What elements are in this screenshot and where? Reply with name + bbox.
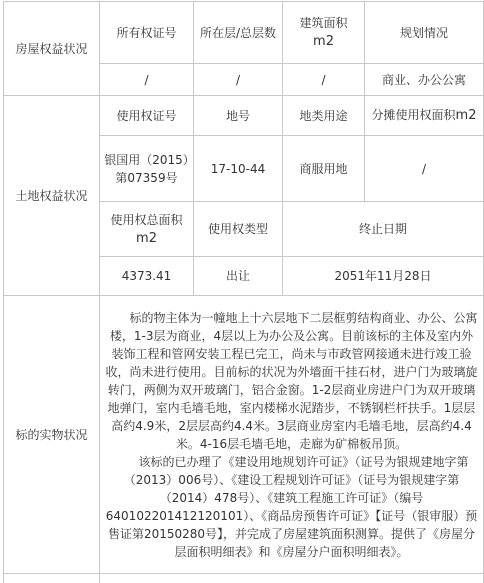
house-planning-header: 规划情况 (365, 2, 484, 64)
land-end-date-header: 终止日期 (283, 202, 484, 257)
house-cert-no-header: 所有权证号 (100, 2, 194, 64)
land-shared-area-header-text: 分摊使用权面积 (371, 108, 456, 122)
house-floor-value: / (194, 64, 283, 96)
land-use-type-header: 使用权类型 (194, 202, 283, 257)
land-shared-area-unit: m2 (455, 108, 477, 123)
land-header-row (4, 96, 484, 136)
physical-paragraph-2: 该标的已办理了《建设用地规划许可证》（证号为银规建地字第（2013）006号）、《建设工程规划许可证》（证号为银规建字第（2014）478号）、《建筑工程施工许可证》（编号640102201412120101）、《商品房预售许可证》【证号（银审服）预售证第20150280号】，并完成了房屋建筑面积测算。提供了《房屋分层面积明细表》和《房屋分户面积明细表》。 (105, 454, 478, 559)
land-shared-area-value: / (365, 136, 484, 202)
house-rights-section-label (4, 2, 100, 96)
trailing-cell-left (4, 574, 100, 583)
land-total-area-header-text: 使用权总面积 (110, 212, 183, 227)
physical-label-text: 标的实物状况 (15, 427, 88, 442)
trailing-cell-right (100, 574, 484, 583)
land-rights-section-label (4, 96, 100, 296)
land-use-cert-header: 使用权证号 (100, 96, 194, 136)
land-end-date-value: 2051年11月28日 (283, 257, 484, 296)
land-use-cert-value: 银国用（2015）第07359号 (100, 136, 194, 202)
house-area-value: / (283, 64, 365, 96)
house-cert-no-value: / (100, 64, 194, 96)
land-rights-label-text: 土地权益状况 (15, 188, 88, 203)
land-lot-header: 地号 (194, 96, 283, 136)
house-floor-header: 所在层/总层数 (194, 2, 283, 64)
land-use-type-value: 出让 (194, 257, 283, 296)
land-total-area-header (100, 202, 194, 257)
physical-paragraph-1: 标的物主体为一幢地上十六层地下二层框剪结构商业、办公、公寓楼，1-3层为商业，4层以上为办公及公寓。目前该标的主体及室内外装饰工程和管网安装工程已完工，尚未与市政管网接通未进行竣工验收，尚未进行使用。目前标的状况为外墙面干挂石材，进户门为玻璃旋转门，两侧为双开玻璃门，铝合金窗。1-2层商业房进户门为双开玻璃地弹门，室内毛墙毛地，室内楼梯水泥踏步，不锈钢栏杆扶手。1层层高约4.9米，2层层高约4.4米。3层商业房室内毛墙毛地，层高约4.4米。4-16层毛墙毛地，走廊为矿棉板吊顶。 (105, 310, 478, 451)
physical-section-label (4, 296, 100, 574)
property-info-table (3, 1, 484, 583)
trailing-row (4, 574, 484, 583)
physical-row (4, 296, 484, 574)
house-area-header-text: 建筑面积 (299, 16, 348, 30)
physical-description (100, 296, 484, 574)
house-planning-value: 商业、办公公寓 (365, 64, 484, 96)
land-lot-value: 17-10-44 (194, 136, 283, 202)
land-shared-area-header (365, 96, 484, 136)
house-area-unit: m2 (313, 34, 334, 49)
land-total-area-unit: m2 (136, 230, 157, 246)
land-total-area-value: 4373.41 (100, 257, 194, 296)
land-use-header: 地类用途 (283, 96, 365, 136)
house-area-header (283, 2, 365, 64)
land-use-value: 商服用地 (283, 136, 365, 202)
house-rights-label-text: 房屋权益状况 (15, 41, 88, 56)
house-header-row (4, 2, 484, 64)
